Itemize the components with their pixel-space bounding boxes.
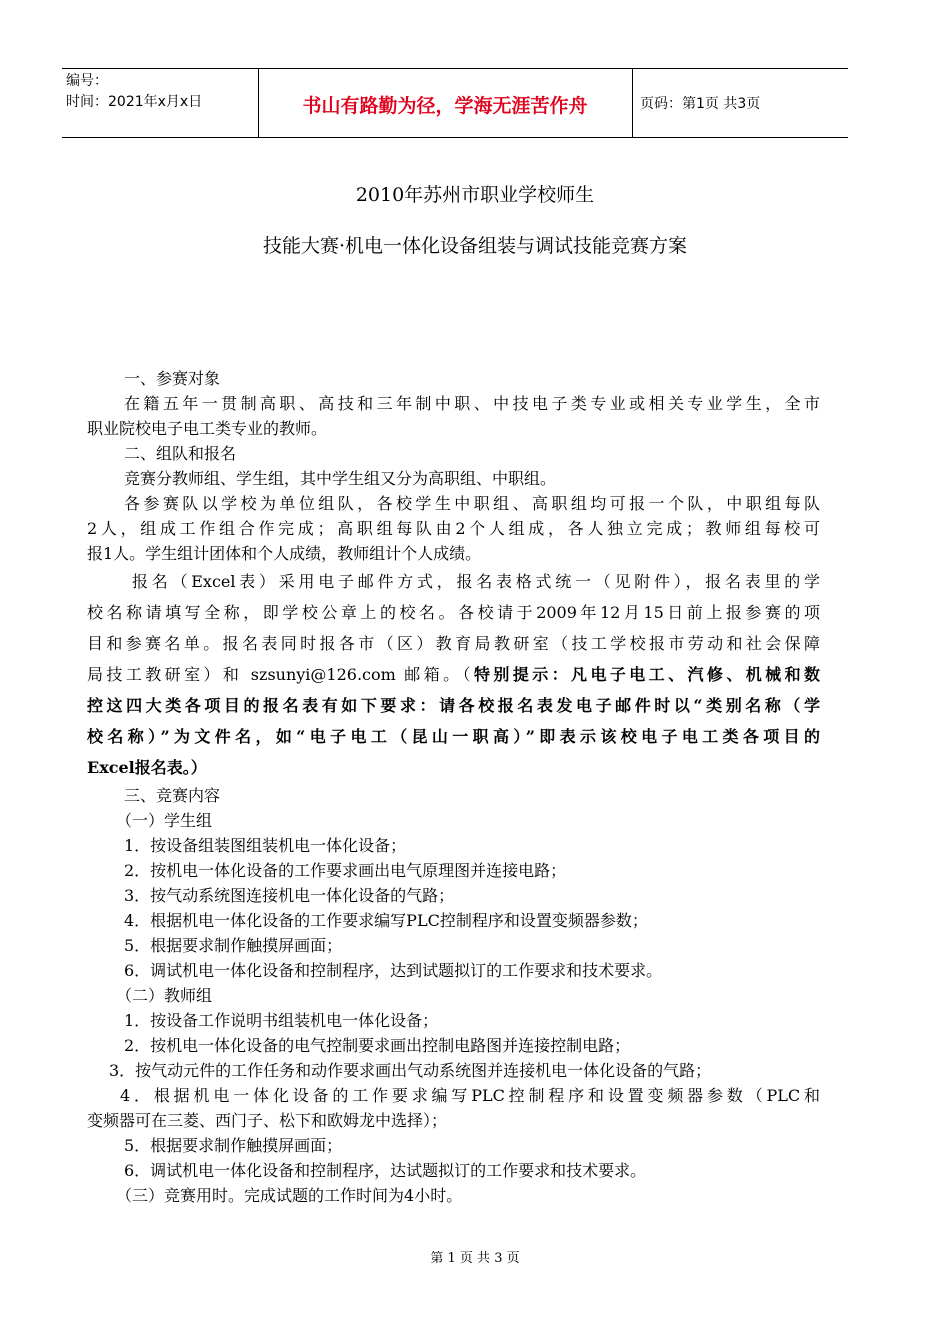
section-heading: 一、参赛对象 xyxy=(124,369,221,388)
subsection-heading: （一）学生组 xyxy=(116,811,213,830)
paragraph-line: 校名称请填写全称，即学校公章上的校名。各校请于2009年12月15日前上报参赛的项 xyxy=(87,603,820,622)
section-heading: 二、组队和报名 xyxy=(124,444,237,463)
list-item: 6．调试机电一体化设备和控制程序，达试题拟订的工作要求和技术要求。 xyxy=(124,1161,647,1180)
paragraph-line: 目和参赛名单。报名表同时报各市（区）教育局教研室（技工学校报市劳动和社会保障 xyxy=(87,634,820,653)
paragraph-line: 控这四大类各项目的报名表有如下要求：请各校报名表发电子邮件时以“类别名称（学 xyxy=(87,696,820,715)
paragraph-line: 2人，组成工作组合作完成；高职组每队由2个人组成，各人独立完成；教师组每校可 xyxy=(87,519,820,538)
subsection-heading: （二）教师组 xyxy=(116,986,213,1005)
list-item: 2．按机电一体化设备的工作要求画出电气原理图并连接电路； xyxy=(124,861,567,880)
doc-title-line1: 2010年苏州市职业学校师生 xyxy=(355,184,595,206)
paragraph-line: 校名称）”为文件名，如“电子电工（昆山一职高）”即表示该校电子电工类各项目的 xyxy=(87,727,820,746)
paragraph-line: 报名（Excel表）采用电子邮件方式，报名表格式统一（见附件），报名表里的学 xyxy=(132,572,820,591)
header-page-label: 页码：第1页 共3页 xyxy=(640,96,761,112)
page-footer: 第 1 页 共 3 页 xyxy=(430,1251,520,1266)
list-item: 1．按设备工作说明书组装机电一体化设备； xyxy=(124,1011,439,1030)
paragraph-line: 职业院校电子电工类专业的教师。 xyxy=(87,419,328,438)
section-heading: 三、竞赛内容 xyxy=(124,786,221,805)
header-meta xyxy=(62,69,258,137)
document-header xyxy=(62,68,848,138)
list-item: 6．调试机电一体化设备和控制程序，达到试题拟订的工作要求和技术要求。 xyxy=(124,961,663,980)
paragraph-line: 竞赛分教师组、学生组，其中学生组又分为高职组、中职组。 xyxy=(124,469,557,488)
list-item: 5．根据要求制作触摸屏画面； xyxy=(124,936,343,955)
header-divider xyxy=(632,69,633,137)
time-label: 时间：2021年x月x日 xyxy=(66,94,203,110)
subsection-heading: （三）竞赛用时 xyxy=(116,1186,229,1205)
list-item: 5．根据要求制作触摸屏画面； xyxy=(124,1136,343,1155)
email-text: 局技工教研室）和 szsunyi@126.com 邮箱。（ xyxy=(87,665,474,684)
paragraph-line: Excel报名表。） xyxy=(87,758,207,777)
list-item: 2．按机电一体化设备的电气控制要求画出控制电路图并连接控制电路； xyxy=(124,1036,631,1055)
list-item: 4．根据机电一体化设备的工作要求编写PLC控制程序和设置变频器参数（PLC和 xyxy=(120,1086,820,1105)
paragraph-line: 各参赛队以学校为单位组队，各校学生中职组、高职组均可报一个队，中职组每队 xyxy=(124,494,820,513)
doc-title-line2: 技能大赛·机电一体化设备组装与调试技能竞赛方案 xyxy=(262,235,688,257)
paragraph-line: 报1人。学生组计团体和个人成绩，教师组计个人成绩。 xyxy=(87,544,482,563)
paragraph-line: 在籍五年一贯制高职、高技和三年制中职、中技电子类专业或相关专业学生，全市 xyxy=(124,394,820,413)
list-item: 3．按气动元件的工作任务和动作要求画出气动系统图并连接机电一体化设备的气路； xyxy=(109,1061,712,1080)
paragraph-line xyxy=(87,659,820,690)
time-text: 。完成试题的工作时间为4小时。 xyxy=(228,1186,463,1205)
header-motto: 书山有路勤为径，学海无涯苦作舟 xyxy=(302,95,588,117)
list-item: 变频器可在三菱、西门子、松下和欧姆龙中选择）； xyxy=(87,1111,448,1130)
document-body xyxy=(87,366,820,1208)
notice-text: 特别提示：凡电子电工、汽修、机械和数 xyxy=(473,665,820,684)
number-label: 编号： xyxy=(66,73,108,89)
list-item: 4．根据机电一体化设备的工作要求编写PLC控制程序和设置变频器参数； xyxy=(124,911,648,930)
paragraph-line xyxy=(87,1183,820,1208)
list-item: 1．按设备组装图组装机电一体化设备； xyxy=(124,836,407,855)
list-item: 3．按气动系统图连接机电一体化设备的气路； xyxy=(124,886,455,905)
